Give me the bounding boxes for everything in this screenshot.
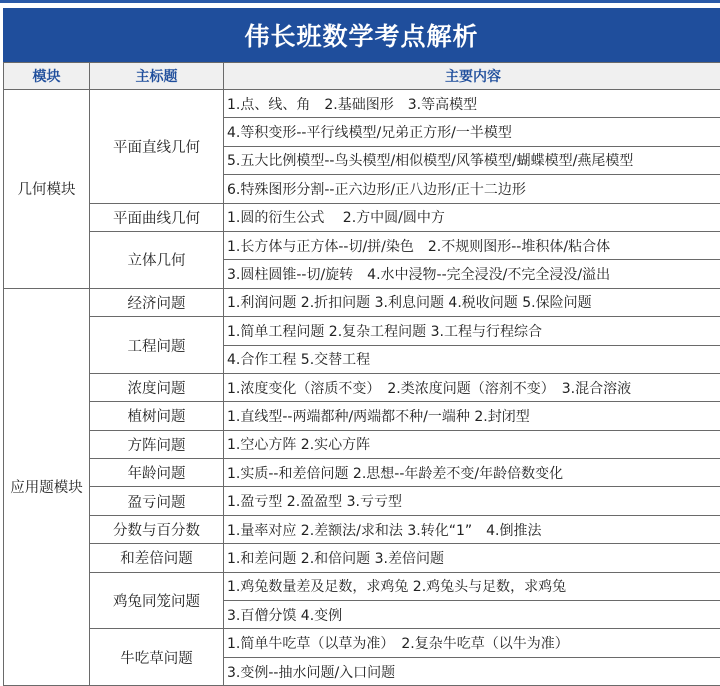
content-cell: 1.量率对应 2.差额法/求和法 3.转化“1” 4.倒推法 (224, 515, 720, 543)
table-row (4, 231, 720, 259)
content-cell: 6.特殊图形分割--正六边形/正八边形/正十二边形 (224, 175, 720, 203)
content-cell: 1.盈亏型 2.盈盈型 3.亏亏型 (224, 487, 720, 515)
table-row (4, 373, 720, 401)
table-row (4, 544, 720, 572)
topic-cell: 立体几何 (90, 231, 224, 288)
topic-cell: 年龄问题 (90, 459, 224, 487)
table-row (4, 629, 720, 657)
header-module: 模块 (4, 63, 90, 90)
content-cell: 1.实质--和差倍问题 2.思想--年龄差不变/年龄倍数变化 (224, 459, 720, 487)
content-cell: 1.简单牛吃草（以草为准） 2.复杂牛吃草（以牛为准） (224, 629, 720, 657)
table-row (4, 430, 720, 458)
module-cell: 几何模块 (4, 90, 90, 289)
topic-cell: 鸡兔同笼问题 (90, 572, 224, 629)
header-content: 主要内容 (224, 63, 720, 90)
content-cell: 1.简单工程问题 2.复杂工程问题 3.工程与行程综合 (224, 317, 720, 345)
page-title: 伟长班数学考点解析 (3, 8, 720, 62)
content-cell: 3.圆柱圆锥--切/旋转 4.水中浸物--完全浸没/不完全浸没/溢出 (224, 260, 720, 288)
table-row (4, 317, 720, 345)
content-cell: 1.点、线、角 2.基础图形 3.等高模型 (224, 90, 720, 118)
table-row (4, 203, 720, 231)
content-cell: 1.和差问题 2.和倍问题 3.差倍问题 (224, 544, 720, 572)
topics-table (3, 62, 720, 686)
content-cell: 1.鸡兔数量差及足数，求鸡兔 2.鸡兔头与足数，求鸡兔 (224, 572, 720, 600)
content-cell: 1.浓度变化（溶质不变） 2.类浓度问题（溶剂不变） 3.混合溶液 (224, 373, 720, 401)
topic-cell: 植树问题 (90, 402, 224, 430)
topic-cell: 浓度问题 (90, 373, 224, 401)
content-cell: 4.等积变形--平行线模型/兄弟正方形/一半模型 (224, 118, 720, 146)
topic-cell: 分数与百分数 (90, 515, 224, 543)
content-cell: 4.合作工程 5.交替工程 (224, 345, 720, 373)
table-row (4, 572, 720, 600)
topic-cell: 工程问题 (90, 317, 224, 374)
table-row (4, 288, 720, 316)
table-row (4, 90, 720, 118)
topic-cell: 盈亏问题 (90, 487, 224, 515)
content-cell: 5.五大比例模型--鸟头模型/相似模型/风筝模型/蝴蝶模型/燕尾模型 (224, 146, 720, 174)
topic-cell: 和差倍问题 (90, 544, 224, 572)
table-row (4, 487, 720, 515)
header-main-title: 主标题 (90, 63, 224, 90)
content-cell: 3.变例--抽水问题/入口问题 (224, 657, 720, 685)
content-cell: 1.长方体与正方体--切/拼/染色 2.不规则图形--堆积体/粘合体 (224, 231, 720, 259)
content-cell: 1.圆的衍生公式 2.方中圆/圆中方 (224, 203, 720, 231)
table-row (4, 515, 720, 543)
content-cell: 1.空心方阵 2.实心方阵 (224, 430, 720, 458)
table-header-row (4, 63, 720, 90)
topic-cell: 经济问题 (90, 288, 224, 316)
table-row (4, 459, 720, 487)
topic-cell: 平面曲线几何 (90, 203, 224, 231)
topic-cell: 牛吃草问题 (90, 629, 224, 686)
top-border (0, 0, 720, 3)
table-row (4, 402, 720, 430)
topic-cell: 平面直线几何 (90, 90, 224, 204)
content-cell: 1.利润问题 2.折扣问题 3.利息问题 4.税收问题 5.保险问题 (224, 288, 720, 316)
topic-cell: 方阵问题 (90, 430, 224, 458)
module-cell: 应用题模块 (4, 288, 90, 685)
content-cell: 3.百僧分馍 4.变例 (224, 601, 720, 629)
content-cell: 1.直线型--两端都种/两端都不种/一端种 2.封闭型 (224, 402, 720, 430)
